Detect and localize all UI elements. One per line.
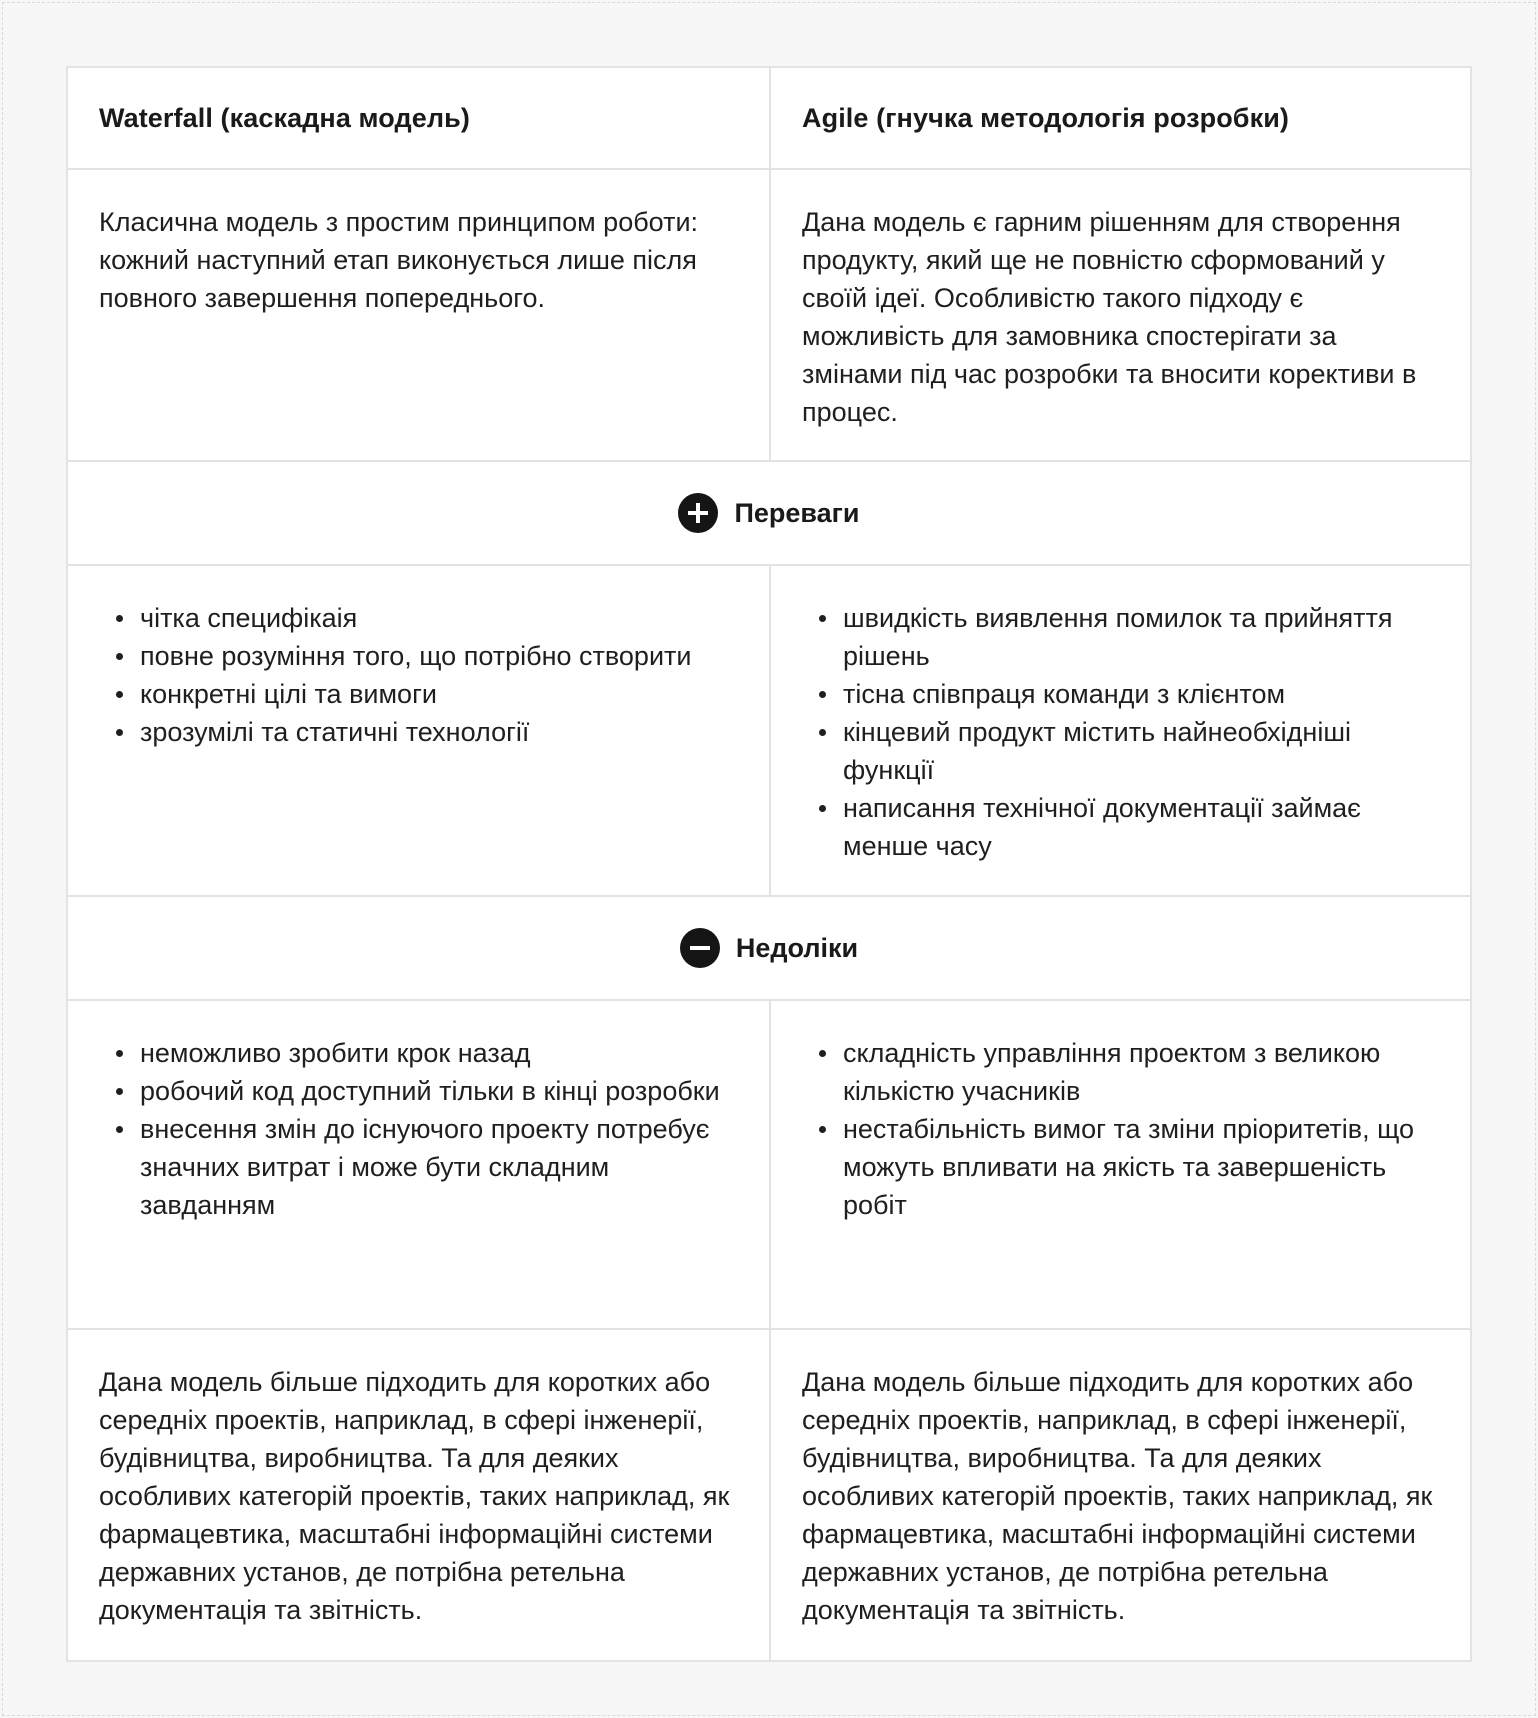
summary-cell-waterfall [68, 1330, 769, 1660]
plus-circle-icon [678, 493, 718, 533]
advantages-title: Переваги [734, 497, 860, 528]
disadvantages-title: Недоліки [735, 932, 859, 963]
list-item: чітка специфікаія [140, 599, 739, 637]
list-item: швидкість виявлення помилок та прийняття рішень [843, 599, 1440, 675]
description-agile: Дана модель є гарним рішенням для створення продукту, який ще не повністю сформований у своїй ідеї. Особливістю такого підходу є можливість для замовника спостерігати за змінами під час розробки та вносити корективи в процес. [802, 207, 1417, 427]
header-row [68, 68, 1470, 170]
list-item: складність управління проектом з великою кількістю учасників [843, 1034, 1440, 1110]
list-item: повне розуміння того, що потрібно створити [140, 637, 739, 675]
advantages-heading [678, 493, 859, 533]
disadvantages-row [68, 1001, 1470, 1330]
disadvantages-cell-waterfall [68, 1001, 769, 1328]
summary-waterfall: Дана модель більше підходить для коротких або середніх проектів, наприклад, в сфері інженерії, будівництва, виробництва. Та для деяких особливих категорій проектів, таких наприклад, як фармацевтика, масштабні інформаційні системи державних установ, де потрібна ретельна документація та звітність. [99, 1367, 730, 1625]
list-item: написання технічної документації займає менше часу [843, 789, 1440, 865]
list-item: кінцевий продукт містить найнеобхідніші функції [843, 713, 1440, 789]
advantages-section-row [68, 462, 1470, 566]
description-waterfall: Класична модель з простим принципом роботи: кожний наступний етап виконується лише після повного завершення попереднього. [99, 207, 699, 313]
description-row [68, 170, 1470, 462]
list-item: робочий код доступний тільки в кінці розробки [140, 1072, 739, 1110]
disadvantages-cell-agile [769, 1001, 1470, 1328]
list-item: нестабільність вимог та зміни пріоритетів, що можуть впливати на якість та завершеність робіт [843, 1110, 1440, 1224]
header-agile: Agile (гнучка методологія розробки) [802, 102, 1289, 133]
header-cell-agile [769, 68, 1470, 168]
advantages-cell-waterfall [68, 566, 769, 895]
disadvantages-section-row [68, 897, 1470, 1001]
summary-agile: Дана модель більше підходить для коротких або середніх проектів, наприклад, в сфері інженерії, будівництва, виробництва. Та для деяких особливих категорій проектів, таких наприклад, як фармацевтика, масштабні інформаційні системи державних установ, де потрібна ретельна документація та звітність. [802, 1367, 1433, 1625]
list-item: неможливо зробити крок назад [140, 1034, 739, 1072]
disadvantages-heading [680, 928, 858, 968]
advantages-row [68, 566, 1470, 897]
comparison-table [66, 66, 1472, 1662]
list-item: зрозумілі та статичні технології [140, 713, 739, 751]
list-item: тісна співпраця команди з клієнтом [843, 675, 1440, 713]
disadvantages-list-agile [802, 1034, 1440, 1224]
advantages-list-waterfall [99, 599, 739, 751]
advantages-list-agile [802, 599, 1440, 865]
disadvantages-list-waterfall [99, 1034, 739, 1224]
summary-cell-agile [769, 1330, 1470, 1660]
description-cell-agile [769, 170, 1470, 460]
header-cell-waterfall [68, 68, 769, 168]
summary-row [68, 1330, 1470, 1660]
description-cell-waterfall [68, 170, 769, 460]
minus-circle-icon [680, 928, 720, 968]
header-waterfall: Waterfall (каскадна модель) [99, 102, 470, 133]
list-item: конкретні цілі та вимоги [140, 675, 739, 713]
list-item: внесення змін до існуючого проекту потребує значних витрат і може бути складним завданням [140, 1110, 739, 1224]
advantages-cell-agile [769, 566, 1470, 895]
